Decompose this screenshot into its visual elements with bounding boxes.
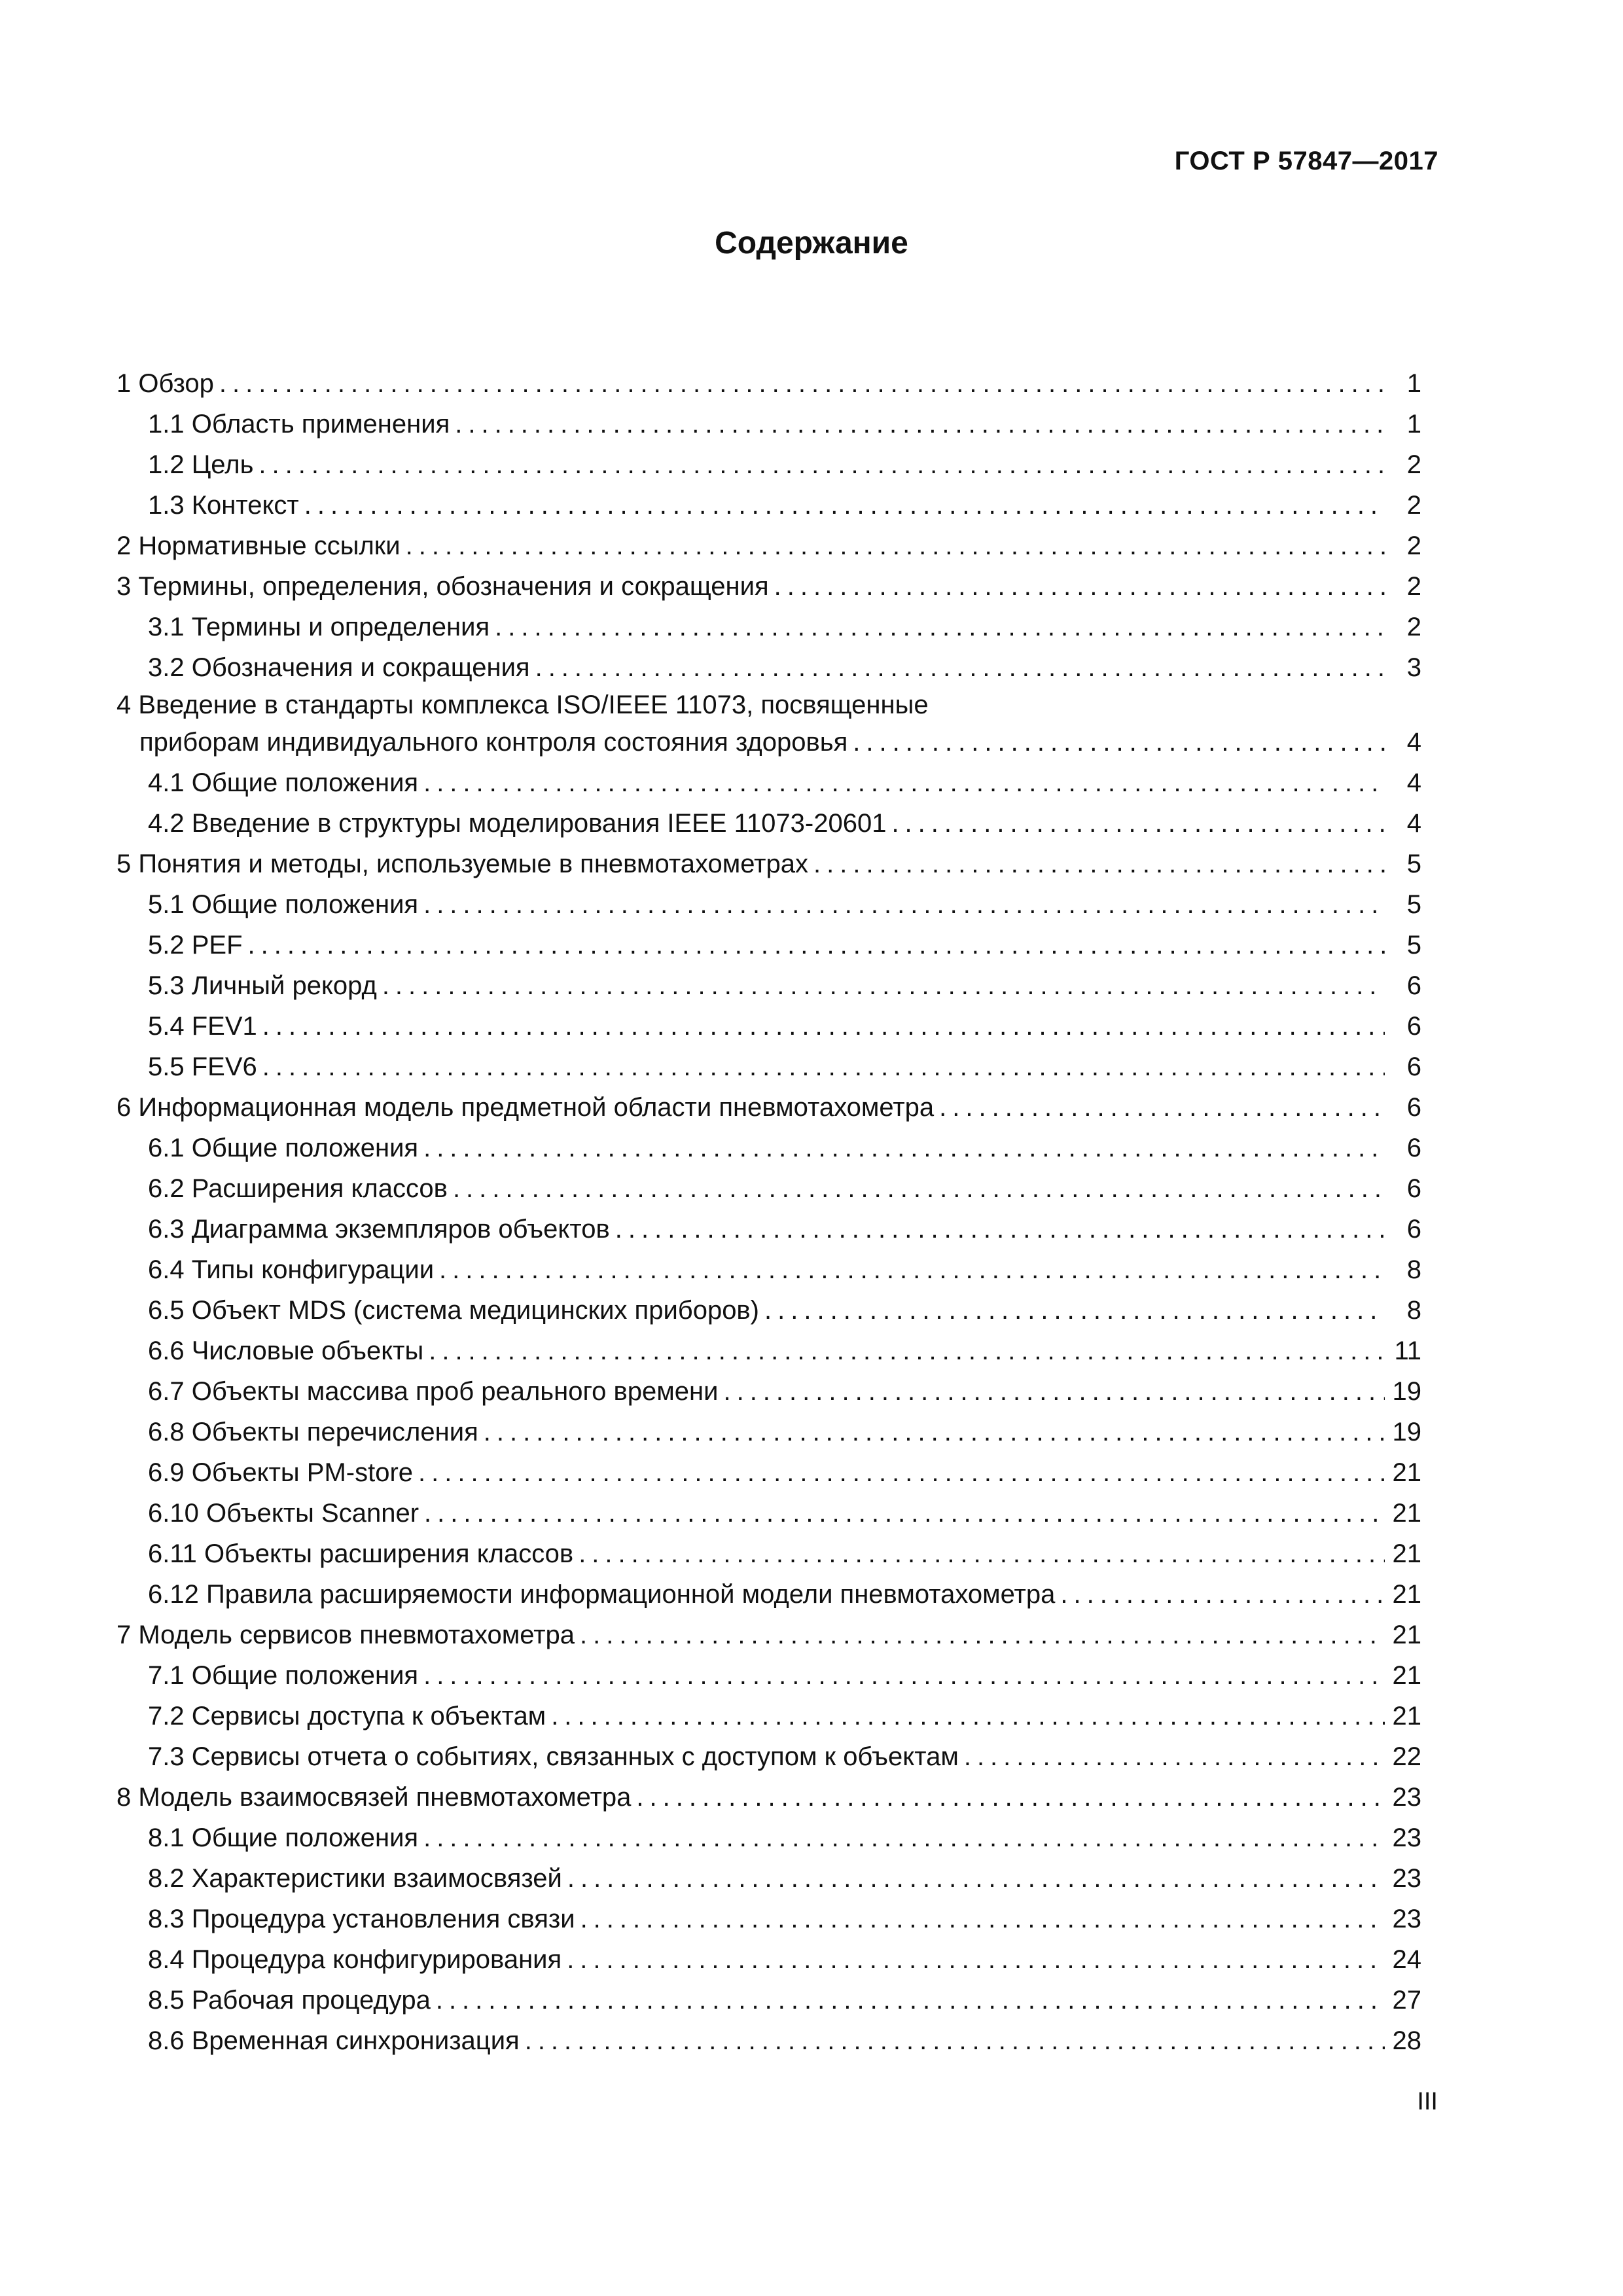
toc-entry[interactable] [116,1412,1421,1452]
toc-leader-dots [453,1168,1385,1209]
toc-entry[interactable] [116,404,1421,444]
toc-leader-dots [248,925,1385,965]
toc-entry-label: 6.5 Объект MDS (система медицинских приборов) [148,1296,760,1325]
toc-entry[interactable] [116,1777,1421,1818]
toc-leader-dots [262,1047,1385,1087]
toc-leader-dots [436,1980,1385,2020]
toc-entry[interactable] [116,444,1421,485]
toc-entry-page: 19 [1392,1377,1421,1406]
toc-entry-label: 6.7 Объекты массива проб реального времени [148,1377,719,1406]
toc-leader-dots [423,762,1385,803]
toc-entry[interactable] [116,1209,1421,1249]
toc-entry-label: 6.10 Объекты Scanner [148,1499,419,1528]
toc-entry-label: 5.4 FEV1 [148,1012,257,1041]
toc-entry[interactable] [116,1736,1421,1777]
toc-entry-label: 1.3 Контекст [148,491,299,520]
toc-entry-label: 8.2 Характеристики взаимосвязей [148,1864,562,1893]
toc-entry-label: 1 Обзор [116,369,214,398]
toc-leader-dots [764,1290,1385,1331]
toc-entry-page: 5 [1406,850,1421,878]
page-number: III [1417,2088,1438,2115]
toc-entry-page: 5 [1406,890,1421,919]
toc-entry-page: 27 [1392,1986,1421,2015]
toc-entry-label: 6.2 Расширения классов [148,1174,448,1203]
toc-leader-dots [636,1777,1385,1818]
toc-entry-page: 5 [1406,931,1421,960]
toc-entry[interactable] [116,762,1421,803]
toc-entry-label: 6.6 Числовые объекты [148,1336,424,1365]
toc-entry-label: 8.4 Процедура конфигурирования [148,1945,562,1974]
toc-leader-dots [567,1939,1385,1980]
toc-entry[interactable] [116,844,1421,884]
toc-entry-label: 7.1 Общие положения [148,1661,419,1690]
toc-entry-page: 28 [1392,2026,1421,2055]
toc-leader-dots [579,1534,1385,1574]
toc-entry[interactable] [116,1939,1421,1980]
toc-entry[interactable] [116,1452,1421,1493]
toc-leader-dots [964,1736,1385,1777]
toc-entry-label: 5.1 Общие положения [148,890,419,919]
toc-leader-dots [423,1128,1385,1168]
toc-leader-dots [304,485,1385,526]
toc-entry[interactable] [116,1331,1421,1371]
toc-entry-label: 5 Понятия и методы, используемые в пневмотахометрах [116,850,808,878]
toc-entry-page: 2 [1406,613,1421,641]
toc-leader-dots [525,2020,1385,2061]
toc-entry-page: 23 [1392,1783,1421,1812]
toc-entry-page: 6 [1406,1174,1421,1203]
toc-leader-dots [423,884,1385,925]
toc-entry[interactable] [116,1006,1421,1047]
toc-leader-dots [406,526,1385,566]
toc-leader-dots [429,1331,1385,1371]
toc-leader-dots [382,965,1385,1006]
toc-entry-page: 3 [1406,653,1421,682]
toc-entry-label: 3 Термины, определения, обозначения и сокращения [116,572,769,601]
toc-entry-page: 6 [1406,971,1421,1000]
toc-leader-dots [423,1655,1385,1696]
toc-entry-label: 6.1 Общие положения [148,1134,419,1162]
toc-entry[interactable] [116,803,1421,844]
document-code: ГОСТ Р 57847—2017 [1174,147,1438,175]
toc-entry-label: 6.8 Объекты перечисления [148,1418,478,1446]
toc-entry-label: 8 Модель взаимосвязей пневмотахометра [116,1783,632,1812]
toc-entry[interactable] [116,363,1421,404]
toc-entry[interactable] [116,1249,1421,1290]
toc-entry-label: 7 Модель сервисов пневмотахометра [116,1621,575,1649]
toc-entry[interactable] [116,566,1421,607]
toc-entry-label: 8.5 Рабочая процедура [148,1986,431,2015]
toc-entry[interactable] [116,1087,1421,1128]
toc-entry-label: 6.4 Типы конфигурации [148,1255,435,1284]
toc-entry-page: 21 [1392,1458,1421,1487]
toc-entry[interactable] [116,1980,1421,2020]
toc-entry-label: 1.2 Цель [148,450,254,479]
toc-entry-page: 23 [1392,1864,1421,1893]
toc-leader-dots [615,1209,1385,1249]
toc-entry[interactable] [116,526,1421,566]
toc-entry-page: 21 [1392,1539,1421,1568]
toc-entry-page: 4 [1406,728,1421,757]
toc-leader-dots [262,1006,1385,1047]
toc-entry-page: 8 [1406,1255,1421,1284]
toc-entry-label: 8.1 Общие положения [148,1823,419,1852]
toc-leader-dots [580,1615,1385,1655]
toc-leader-dots [1060,1574,1385,1615]
toc-leader-dots [423,1818,1385,1858]
toc-entry-label: 5.2 PEF [148,931,243,960]
toc-entry-label: 1.1 Область применения [148,410,450,439]
toc-entry-label: 7.2 Сервисы доступа к объектам [148,1702,546,1731]
toc-entry-page: 21 [1392,1661,1421,1690]
toc-entry-label: 8.3 Процедура установления связи [148,1905,575,1933]
toc-leader-dots [813,844,1385,884]
toc-entry-label: 3.2 Обозначения и сокращения [148,653,530,682]
toc-entry[interactable] [116,1655,1421,1696]
toc-entry-page: 21 [1392,1702,1421,1731]
toc-entry-label: 6.9 Объекты PM-store [148,1458,414,1487]
table-of-contents [116,363,1421,2061]
toc-entry[interactable] [116,688,1421,762]
toc-leader-dots [418,1452,1385,1493]
toc-entry-page: 8 [1406,1296,1421,1325]
toc-entry-page: 23 [1392,1905,1421,1933]
toc-entry[interactable] [116,1493,1421,1534]
page-title: Содержание [715,226,908,260]
toc-leader-dots [939,1087,1385,1128]
toc-entry-page: 21 [1392,1621,1421,1649]
toc-leader-dots [853,722,1385,762]
toc-entry[interactable] [116,1615,1421,1655]
toc-leader-dots [455,404,1385,444]
toc-entry-label: 6.12 Правила расширяемости информационной модели пневмотахометра [148,1580,1056,1609]
toc-entry[interactable] [116,1858,1421,1899]
toc-entry[interactable] [116,1534,1421,1574]
toc-entry-page: 6 [1406,1012,1421,1041]
toc-leader-dots [891,803,1385,844]
toc-entry-label: 4.2 Введение в структуры моделирования IEEE 11073-20601 [148,809,887,838]
toc-entry-label: 7.3 Сервисы отчета о событиях, связанных с доступом к объектам [148,1742,959,1771]
toc-entry-page: 6 [1406,1215,1421,1244]
toc-entry-label: 4.1 Общие положения [148,768,419,797]
toc-entry-page: 21 [1392,1580,1421,1609]
toc-leader-dots [439,1249,1385,1290]
toc-entry-label: 5.5 FEV6 [148,1052,257,1081]
toc-entry-page: 1 [1406,369,1421,398]
toc-leader-dots [495,607,1385,647]
toc-entry-page: 2 [1406,491,1421,520]
toc-entry-label: 2 Нормативные ссылки [116,531,401,560]
toc-entry[interactable] [116,647,1421,688]
toc-entry[interactable] [116,925,1421,965]
toc-entry[interactable] [116,1574,1421,1615]
toc-entry[interactable] [116,607,1421,647]
toc-entry-page: 21 [1392,1499,1421,1528]
toc-entry[interactable] [116,1047,1421,1087]
toc-entry[interactable] [116,1290,1421,1331]
toc-leader-dots [219,363,1385,404]
toc-entry-page: 6 [1406,1093,1421,1122]
toc-entry-label: 8.6 Временная синхронизация [148,2026,520,2055]
toc-entry-page: 4 [1406,768,1421,797]
toc-entry[interactable] [116,1168,1421,1209]
toc-entry-label: 5.3 Личный рекорд [148,971,377,1000]
toc-entry[interactable] [116,884,1421,925]
toc-entry-label: 6.11 Объекты расширения классов [148,1539,574,1568]
toc-entry-page: 2 [1406,572,1421,601]
toc-leader-dots [424,1493,1385,1534]
toc-entry-page: 6 [1406,1134,1421,1162]
toc-entry-page: 24 [1392,1945,1421,1974]
toc-entry-page: 23 [1392,1823,1421,1852]
toc-entry[interactable] [116,1818,1421,1858]
toc-entry-label: 4 Введение в стандарты комплекса ISO/IEEE 11073, посвященные [116,691,929,719]
toc-entry-label: 6 Информационная модель предметной области пневмотахометра [116,1093,935,1122]
toc-entry-label: 6.3 Диаграмма экземпляров объектов [148,1215,610,1244]
toc-entry-page: 6 [1406,1052,1421,1081]
toc-leader-dots [484,1412,1385,1452]
toc-entry-label-continuation: приборам индивидуального контроля состояния здоровья [139,728,848,757]
toc-leader-dots [723,1371,1385,1412]
toc-entry-page: 2 [1406,531,1421,560]
toc-entry[interactable] [116,1371,1421,1412]
toc-leader-dots [551,1696,1385,1736]
toc-entry-page: 4 [1406,809,1421,838]
toc-entry[interactable] [116,2020,1421,2061]
toc-entry[interactable] [116,485,1421,526]
toc-entry-page: 22 [1392,1742,1421,1771]
toc-entry-page: 19 [1392,1418,1421,1446]
toc-entry-page: 2 [1406,450,1421,479]
toc-entry[interactable] [116,1128,1421,1168]
toc-leader-dots [567,1858,1385,1899]
toc-entry[interactable] [116,1899,1421,1939]
toc-leader-dots [774,566,1385,607]
toc-entry-page: 1 [1406,410,1421,439]
toc-entry[interactable] [116,965,1421,1006]
toc-entry-label: 3.1 Термины и определения [148,613,490,641]
toc-entry-page: 11 [1394,1336,1421,1365]
toc-leader-dots [580,1899,1385,1939]
toc-leader-dots [535,647,1385,688]
toc-leader-dots [259,444,1385,485]
toc-entry[interactable] [116,1696,1421,1736]
